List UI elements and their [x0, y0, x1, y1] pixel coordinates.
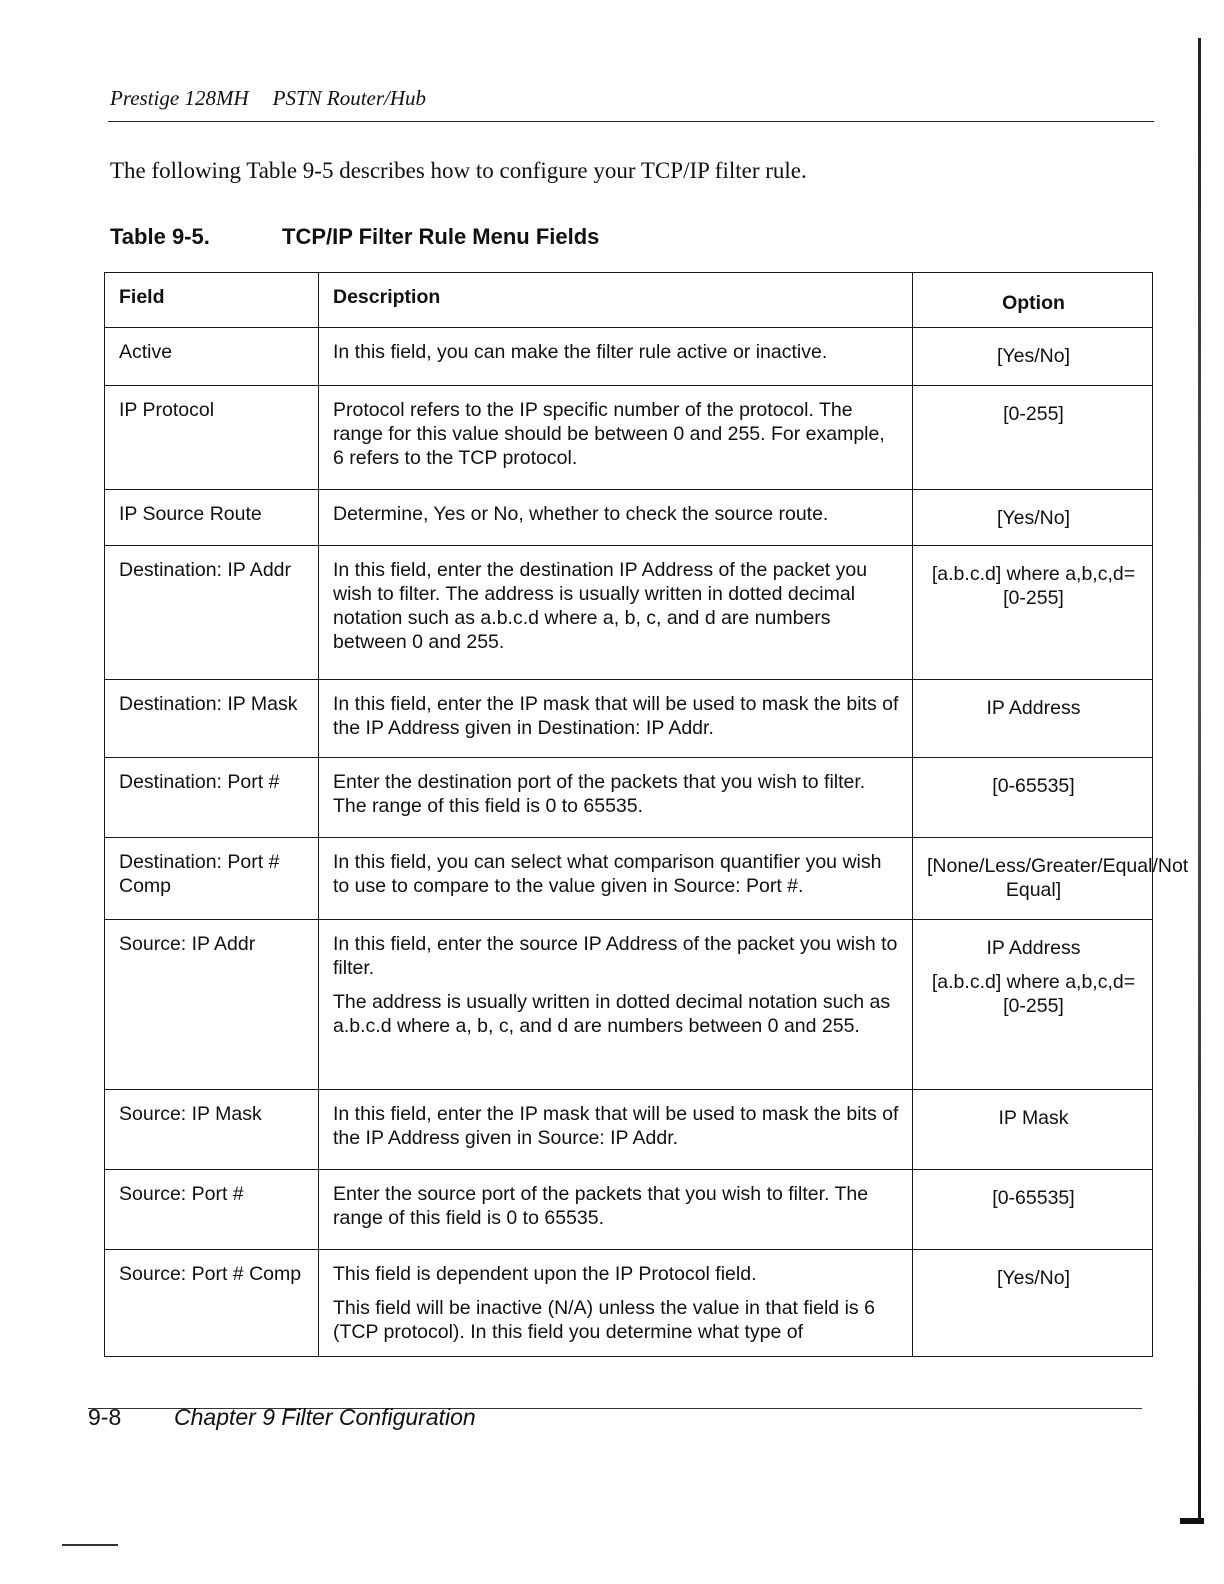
option-cell: [913, 758, 1153, 838]
option-cell: [913, 838, 1189, 920]
option-value: IP Mask: [998, 1107, 1069, 1129]
table-row: [105, 1170, 1153, 1250]
column-header-option: Option: [913, 273, 1153, 328]
table-caption: [110, 224, 599, 250]
table-row: [105, 920, 1153, 1090]
option-value: [Yes/No]: [997, 345, 1070, 367]
description-paragraph: In this field, enter the destination IP Address of the packet you wish to filter. The address is usually written in dotted decimal notation such as a.b.c.d where a, b, c, and d are numbers between 0 and 255.: [333, 559, 868, 653]
option-value: IP Address: [986, 697, 1081, 719]
description-cell: [319, 1090, 913, 1170]
table-title: TCP/IP Filter Rule Menu Fields: [282, 224, 600, 249]
table-row: [105, 1090, 1153, 1170]
option-value: [0-65535]: [992, 775, 1075, 797]
field-cell: Destination: IP Addr: [105, 546, 319, 680]
description-paragraph: In this field, you can select what comparison quantifier you wish to use to compare to the value given in Source: Port #.: [333, 851, 882, 897]
field-cell: Destination: IP Mask: [105, 680, 319, 758]
option-value: [0-255]: [1003, 403, 1064, 425]
table-row: [105, 1250, 1153, 1357]
description-cell: [319, 1250, 913, 1357]
description-paragraph: In this field, enter the IP mask that will be used to mask the bits of the IP Address given in Destination: IP Addr.: [333, 693, 899, 739]
description-paragraph: This field is dependent upon the IP Protocol field.: [333, 1263, 757, 1285]
field-cell: Source: Port # Comp: [105, 1250, 319, 1357]
option-cell: [913, 680, 1153, 758]
description-paragraph: Enter the destination port of the packets that you wish to filter. The range of this field is 0 to 65535.: [333, 771, 866, 817]
description-paragraph: The address is usually written in dotted decimal notation such as a.b.c.d where a, b, c, and d are numbers between 0 and 255.: [333, 991, 891, 1037]
option-value: [None/Less/Greater/Equal/Not Equal]: [927, 855, 1189, 901]
option-value: [a.b.c.d] where a,b,c,d=[0-255]: [931, 971, 1136, 1017]
description-paragraph: Enter the source port of the packets that you wish to filter. The range of this field is 0 to 65535.: [333, 1183, 869, 1229]
description-cell: [319, 328, 913, 386]
table-row: [105, 490, 1153, 546]
page-number: 9-8: [88, 1404, 122, 1430]
column-header-field: Field: [105, 273, 319, 328]
field-cell: Source: IP Addr: [105, 920, 319, 1090]
scan-mark: [1180, 1518, 1204, 1524]
option-cell: [913, 1250, 1153, 1357]
option-cell: [913, 546, 1153, 680]
table-row: [105, 680, 1153, 758]
table-number: Table 9-5.: [110, 224, 210, 249]
option-value: IP Address: [986, 937, 1081, 959]
description-paragraph: Protocol refers to the IP specific number of the protocol. The range for this value should be between 0 and 255. For example, 6 refers to the TCP protocol.: [333, 399, 885, 469]
description-cell: [319, 546, 913, 680]
product-name: Prestige 128MH: [110, 86, 249, 110]
description-paragraph: In this field, enter the IP mask that will be used to mask the bits of the IP Address given in Source: IP Addr.: [333, 1103, 899, 1149]
field-cell: Destination: Port # Comp: [105, 838, 319, 920]
column-header-description: Description: [319, 273, 913, 328]
scan-edge-line: [1198, 38, 1201, 1524]
option-cell: [913, 1170, 1153, 1250]
scan-dash: [62, 1544, 118, 1546]
description-cell: [319, 680, 913, 758]
option-value: [0-65535]: [992, 1187, 1075, 1209]
description-cell: [319, 838, 913, 920]
description-paragraph: In this field, you can make the filter rule active or inactive.: [333, 341, 828, 363]
table-row: [105, 386, 1153, 490]
table-row: [105, 758, 1153, 838]
description-cell: [319, 920, 913, 1090]
table-header-row: [105, 273, 1153, 328]
option-cell: [913, 386, 1153, 490]
option-cell: [913, 328, 1153, 386]
description-paragraph: Determine, Yes or No, whether to check the source route.: [333, 503, 829, 525]
description-cell: [319, 1170, 913, 1250]
page-footer: [88, 1404, 476, 1431]
option-value: [Yes/No]: [997, 1267, 1070, 1289]
header-rule: [108, 121, 1154, 122]
description-cell: [319, 386, 913, 490]
field-cell: Destination: Port #: [105, 758, 319, 838]
table-row: [105, 328, 1153, 386]
description-paragraph: This field will be inactive (N/A) unless the value in that field is 6 (TCP protocol). In this field you determine what type of: [333, 1297, 875, 1343]
table-body: [105, 328, 1189, 1357]
chapter-title: Chapter 9 Filter Configuration: [174, 1404, 476, 1430]
option-value: [Yes/No]: [997, 507, 1070, 529]
product-subtitle: PSTN Router/Hub: [272, 86, 427, 110]
field-cell: Active: [105, 328, 319, 386]
running-header: [110, 86, 426, 111]
option-cell: [913, 920, 1153, 1090]
option-cell: [913, 1090, 1153, 1170]
field-cell: Source: IP Mask: [105, 1090, 319, 1170]
intro-text: The following Table 9-5 describes how to configure your TCP/IP filter rule.: [110, 158, 807, 183]
option-cell: [913, 490, 1153, 546]
option-value: [a.b.c.d] where a,b,c,d=[0-255]: [931, 563, 1136, 609]
description-paragraph: In this field, enter the source IP Address of the packet you wish to filter.: [333, 933, 898, 979]
field-cell: IP Protocol: [105, 386, 319, 490]
field-cell: Source: Port #: [105, 1170, 319, 1250]
description-cell: [319, 490, 913, 546]
table-row: [105, 546, 1153, 680]
filter-rule-table: [104, 272, 1189, 1357]
field-cell: IP Source Route: [105, 490, 319, 546]
description-cell: [319, 758, 913, 838]
table-row: [105, 838, 1153, 920]
